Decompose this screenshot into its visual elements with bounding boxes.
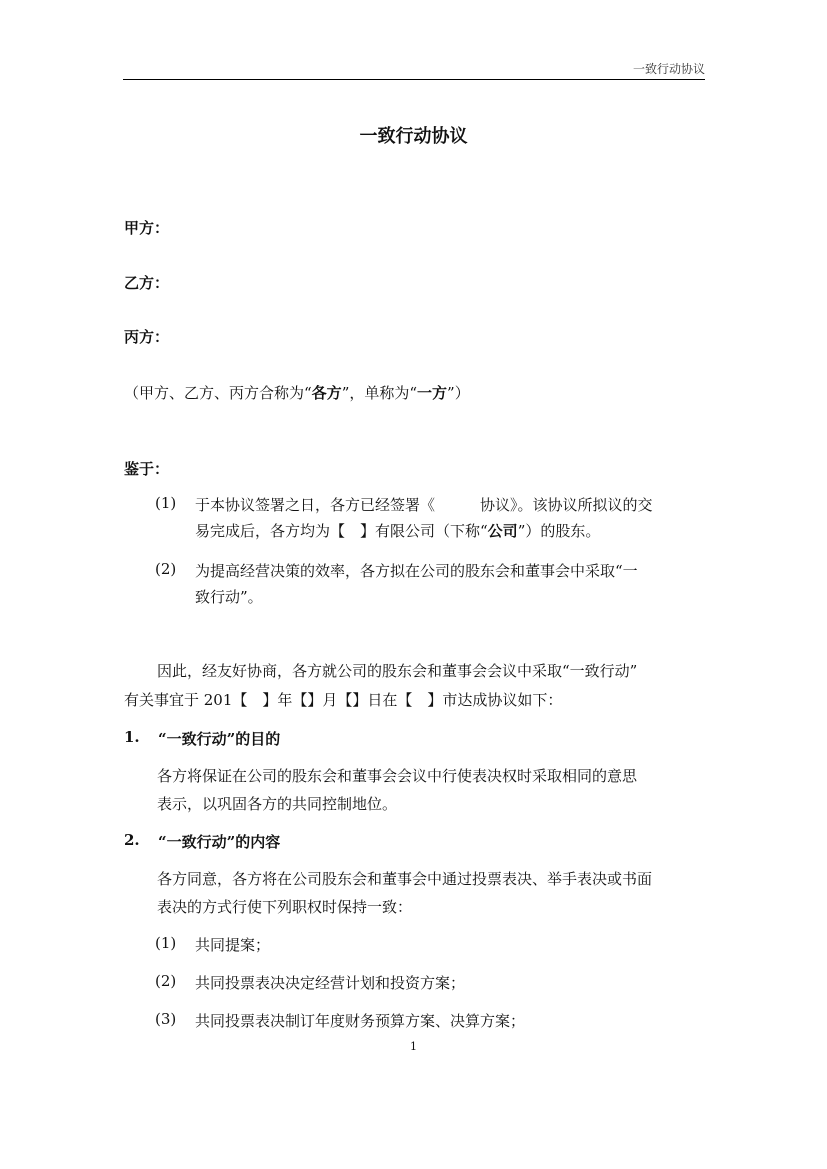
- definition-text-1: （甲方、乙方、丙方合称为“: [124, 384, 312, 402]
- section-2-number: 2.: [124, 831, 140, 849]
- section-1-line-1: 各方将保证在公司的股东会和董事会会议中行使表决权时采取相同的意思: [157, 767, 638, 785]
- whereas-item-1-text-c: ”）的股东。: [517, 522, 601, 540]
- preamble-line-1: 因此，经友好协商，各方就公司的股东会和董事会会议中采取“一致行动”: [157, 662, 638, 680]
- definition-text-3: ”）: [447, 384, 470, 402]
- definition-text-2: ”，单称为“: [341, 384, 418, 402]
- whereas-item-2-line-2: 致行动”。: [195, 588, 263, 606]
- page-number: 1: [410, 1040, 417, 1053]
- section-2-item-3-num: (3): [155, 1010, 177, 1028]
- document-title: 一致行动协议: [359, 126, 468, 147]
- section-2-title: “一致行动”的内容: [158, 833, 281, 851]
- section-2-line-1: 各方同意，各方将在公司股东会和董事会中通过投票表决、举手表决或书面: [157, 870, 653, 888]
- party-a-label: 甲方：: [124, 219, 170, 237]
- party-c-label: 丙方：: [124, 328, 170, 346]
- whereas-heading: 鉴于：: [124, 460, 170, 478]
- whereas-item-1-text-a: 易完成后，各方均为【 】有限公司（下称“: [195, 522, 488, 540]
- whereas-item-1-term-company: 公司: [487, 522, 518, 540]
- section-1-number: 1.: [124, 728, 140, 746]
- whereas-item-1-line-2: [195, 520, 600, 541]
- section-2-item-1-text: 共同提案；: [195, 936, 271, 954]
- party-b-label: 乙方：: [124, 274, 170, 292]
- section-2-item-3-text: 共同投票表决制订年度财务预算方案、决算方案；: [195, 1012, 526, 1030]
- whereas-item-2-num: (2): [155, 560, 177, 578]
- whereas-item-1-num: (1): [155, 494, 177, 512]
- definition-term-all: 各方: [311, 384, 342, 402]
- header-rule: [123, 79, 705, 80]
- section-2-item-2-num: (2): [155, 972, 177, 990]
- whereas-item-1-line-1: 于本协议签署之日，各方已经签署《 协议》。该协议所拟议的交: [195, 496, 653, 514]
- preamble-line-2: 有关事宜于 201【 】年【】月【】日在【 】市达成协议如下：: [124, 691, 563, 709]
- section-2-item-1-num: (1): [155, 934, 177, 952]
- section-1-title: “一致行动”的目的: [158, 730, 281, 748]
- section-2-line-2: 表决的方式行使下列职权时保持一致：: [157, 898, 413, 916]
- whereas-item-2-line-1: 为提高经营决策的效率，各方拟在公司的股东会和董事会中采取“一: [195, 562, 638, 580]
- section-2-item-2-text: 共同投票表决决定经营计划和投资方案；: [195, 974, 466, 992]
- definition-term-one: 一方: [417, 384, 448, 402]
- running-header: 一致行动协议: [632, 62, 705, 76]
- section-1-line-2: 表示，以巩固各方的共同控制地位。: [157, 795, 398, 813]
- party-definition: [124, 382, 470, 403]
